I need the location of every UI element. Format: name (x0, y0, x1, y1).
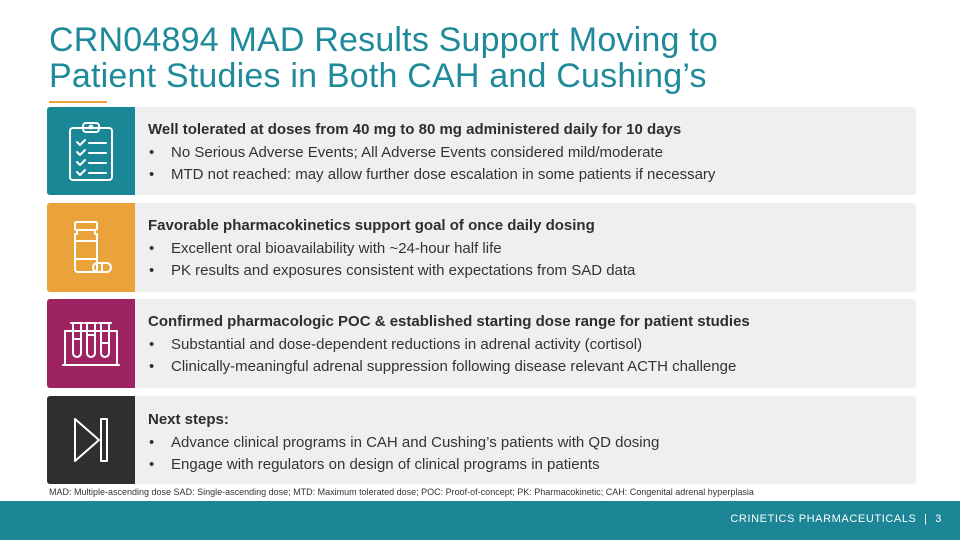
card-content (148, 409, 906, 476)
card-heading: Next steps: (148, 411, 229, 428)
slide-title-line-2: Patient Studies in Both CAH and Cushing’s (49, 57, 707, 95)
card-content (148, 119, 906, 186)
card-content (148, 215, 906, 282)
card-icon-box (47, 299, 135, 388)
bullet-item: • PK results and exposures consistent with expectations from SAD data (148, 260, 906, 282)
company-name: CRINETICS PHARMACEUTICALS (730, 513, 917, 525)
bullet-item: • Substantial and dose-dependent reductions in adrenal activity (cortisol) (148, 334, 906, 356)
footer-bar (0, 501, 960, 540)
card-icon-box (47, 107, 135, 195)
card-icon-box (47, 396, 135, 484)
bullet-list (148, 142, 906, 186)
bullet-item: • No Serious Adverse Events; All Adverse Events considered mild/moderate (148, 142, 906, 164)
pill-bottle-icon (69, 219, 113, 277)
bullet-list (148, 238, 906, 282)
bullet-item: • Advance clinical programs in CAH and Cushing’s patients with QD dosing (148, 432, 906, 454)
card-pharmacologic-poc (47, 299, 916, 388)
card-content (148, 311, 906, 378)
test-tubes-icon (61, 319, 121, 369)
bullet-item: • Excellent oral bioavailability with ~24-hour half life (148, 238, 906, 260)
card-heading: Confirmed pharmacologic POC & established starting dose range for patient studies (148, 313, 750, 330)
card-icon-box (47, 203, 135, 292)
footer-separator: | (924, 513, 928, 525)
skip-next-icon (71, 416, 111, 464)
bullet-list (148, 334, 906, 378)
bullet-item: • MTD not reached: may allow further dose escalation in some patients if necessary (148, 164, 906, 186)
page-number: 3 (935, 513, 942, 525)
bullet-item: • Engage with regulators on design of clinical programs in patients (148, 454, 906, 476)
card-pharmacokinetics (47, 203, 916, 292)
title-underline (49, 101, 107, 103)
card-next-steps (47, 396, 916, 484)
bullet-item: • Clinically-meaningful adrenal suppression following disease relevant ACTH challenge (148, 356, 906, 378)
slide-title (49, 22, 929, 94)
card-heading: Well tolerated at doses from 40 mg to 80 mg administered daily for 10 days (148, 121, 682, 138)
footer-brand (730, 513, 942, 525)
card-heading: Favorable pharmacokinetics support goal of once daily dosing (148, 217, 595, 234)
card-tolerability (47, 107, 916, 195)
slide-title-line-1: CRN04894 MAD Results Support Moving to (49, 21, 719, 59)
bullet-list (148, 432, 906, 476)
abbreviations-footnote: MAD: Multiple-ascending dose SAD: Single-ascending dose; MTD: Maximum tolerated dose; POC: Proof-of-concept; PK: Pharmacokinetic; CAH: Congenital adrenal hyperplasia (49, 487, 754, 497)
clipboard-checklist-icon (67, 120, 115, 182)
